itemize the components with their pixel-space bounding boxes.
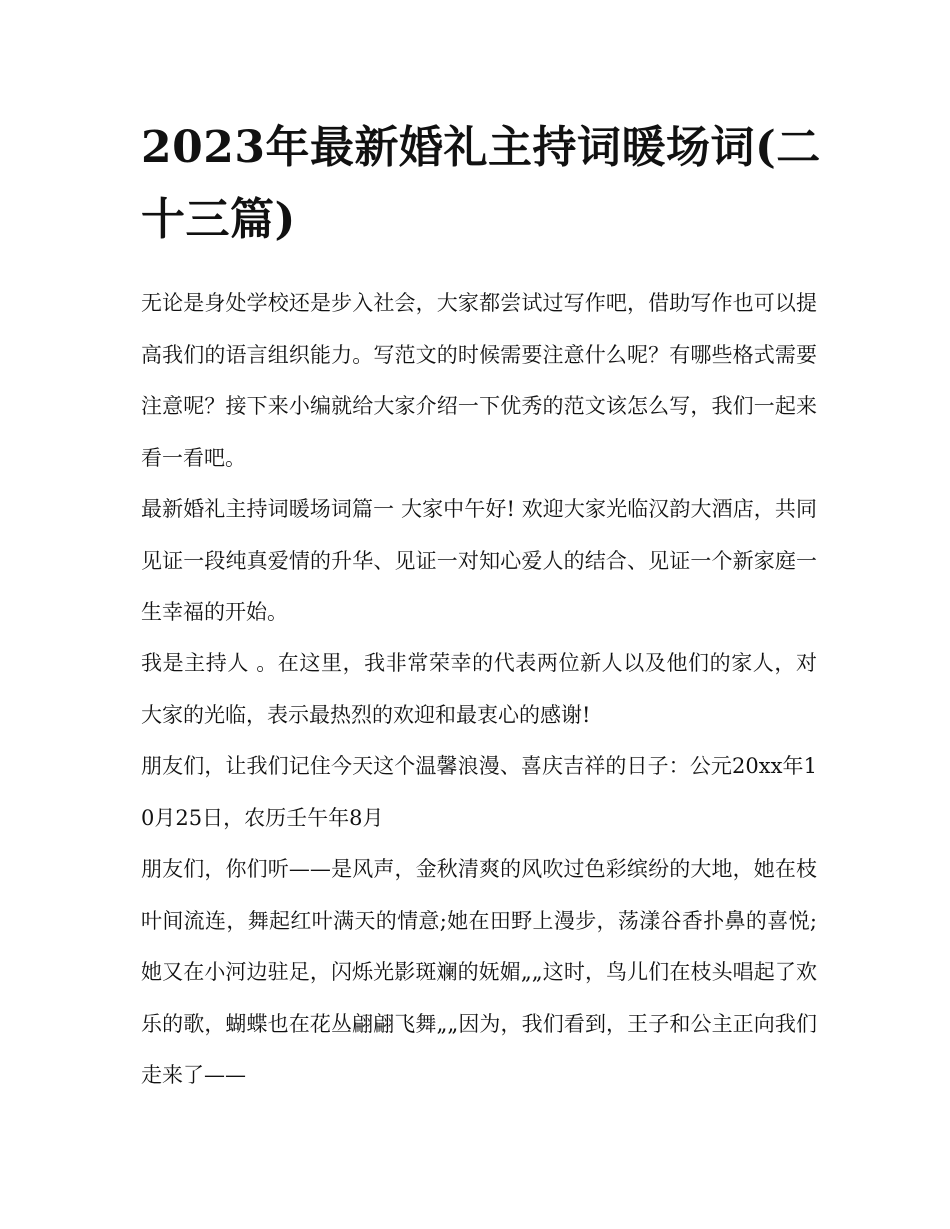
document-title: 2023年最新婚礼主持词暖场词(二十三篇) <box>141 122 821 245</box>
paragraph-intro: 无论是身处学校还是步入社会，大家都尝试过写作吧，借助写作也可以提高我们的语言组织能力。写范文的时候需要注意什么呢？有哪些格式需要注意呢？接下来小编就给大家介绍一下优秀的范文该怎么写，我们一起来看一看吧。 <box>141 291 817 470</box>
paragraph-autumn: 朋友们，你们听——是风声，金秋清爽的风吹过色彩缤纷的大地，她在枝叶间流连，舞起红叶满天的情意;她在田野上漫步，荡漾谷香扑鼻的喜悦;她又在小河边驻足，闪烁光影斑斓的妩媚„„这时，鸟儿们在枝头唱起了欢乐的歌，蝴蝶也在花丛翩翩飞舞„„因为，我们看到，王子和公主正向我们走来了—— <box>141 857 817 1087</box>
paragraph-welcome: 最新婚礼主持词暖场词篇一 大家中午好! 欢迎大家光临汉韵大酒店，共同见证一段纯真爱情的升华、见证一对知心爱人的结合、见证一个新家庭一生幸福的开始。 <box>141 497 817 624</box>
paragraph-host: 我是主持人 。在这里，我非常荣幸的代表两位新人以及他们的家人，对大家的光临，表示最热烈的欢迎和最衷心的感谢! <box>141 651 817 727</box>
paragraph-date: 朋友们，让我们记住今天这个温馨浪漫、喜庆吉祥的日子：公元20xx年10月25日，农历壬午年8月 <box>141 754 817 830</box>
document-body <box>141 278 817 1102</box>
